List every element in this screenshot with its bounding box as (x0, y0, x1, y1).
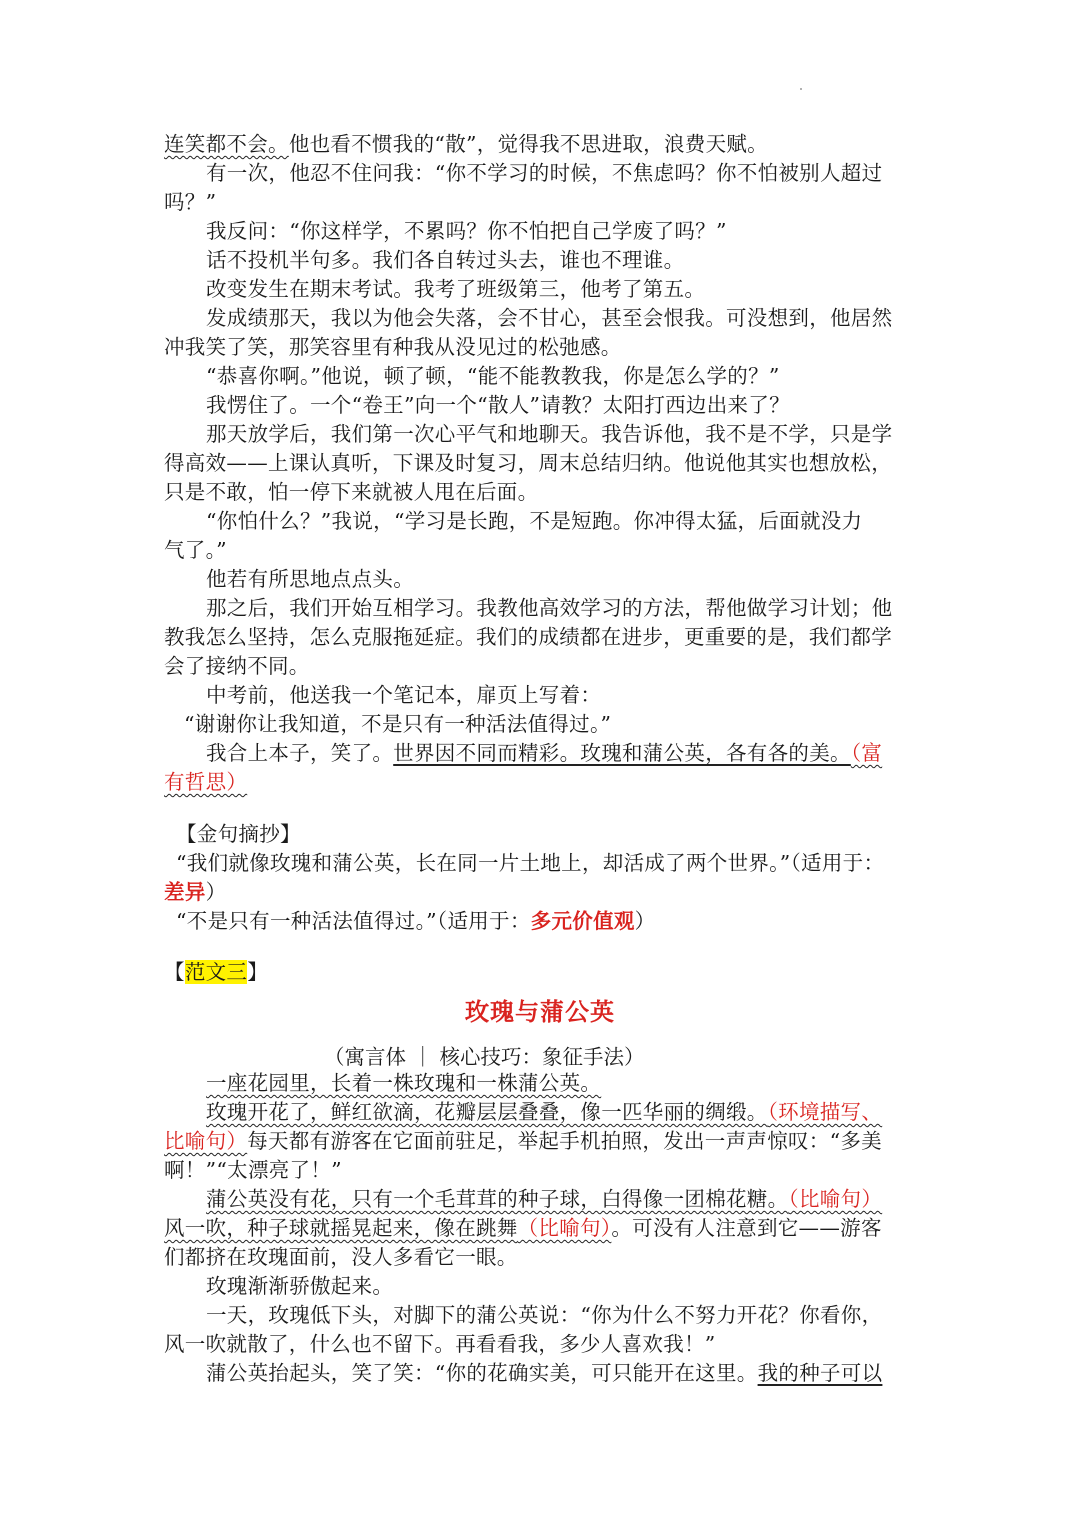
paragraph-line: “恭喜你啊。”他说，顿了顿，“能不能教教我，你是怎么学的？” (206, 364, 780, 388)
paragraph-line: 中考前，他送我一个笔记本，扉页上写着： (206, 683, 602, 707)
paragraph-line: 我反问：“你这样学，不累吗？你不怕把自己学废了吗？” (206, 219, 727, 243)
paragraph-line: 改变发生在期末考试。我考了班级第三，他考了第五。 (206, 277, 706, 301)
paragraph-line: 教我怎么坚持，怎么克服拖延症。我们的成绩都在进步，更重要的是，我们都学 (164, 625, 892, 649)
essay-title: 玫瑰与蒲公英 (465, 997, 615, 1026)
annotated-phrase: 风一吹，种子球就摇晃起来，像在跳舞 (164, 1216, 518, 1240)
paragraph-line: 玫瑰渐渐骄傲起来。 (206, 1274, 394, 1298)
paragraph-line: 蒲公英抬起头，笑了笑：“你的花确实美，可只能开在这里。我的种子可以 (206, 1361, 883, 1385)
paragraph-line (206, 1069, 966, 1097)
annotated-phrase: 蒲公英没有花，只有一个毛茸茸的种子球，白得像一团棉花糖。 (206, 1187, 789, 1211)
annotation-note: （环境描写、 (767, 1100, 883, 1124)
highlighted-label: 范文三 (184, 960, 248, 984)
quote-line: 差异） (164, 880, 227, 904)
paragraph-line: 啊！”“太漂亮了！” (164, 1158, 342, 1182)
paragraph-line: 得高效——上课认真听，下课及时复习，周末总结归纳。他说他其实也想放松， (164, 451, 892, 475)
annotation-note: 比喻句） (164, 1129, 248, 1153)
underlined-phrase: 世界因不同而精彩。玫瑰和蒲公英，各有各的美。 (393, 741, 851, 765)
annotation-note: （富 (850, 741, 883, 765)
annotated-phrase: 玫瑰开花了，鲜红欲滴，花瓣层层叠叠，像一匹华丽的绸缎。 (206, 1100, 768, 1124)
paragraph-line: 连笑都不会。他也看不惯我的“散”，觉得我不思进取，浪费天赋。 (164, 132, 768, 156)
annotation-note: 有哲思） (164, 770, 248, 794)
essay-subtitle: （寓言体 ｜ 核心技巧：象征手法） (324, 1045, 645, 1069)
paragraph-line: 话不投机半句多。我们各自转过头去，谁也不理谁。 (206, 248, 685, 272)
paragraph-line: 那之后，我们开始互相学习。我教他高效学习的方法，帮他做学习计划；他 (206, 596, 893, 620)
section-heading: 【金句摘抄】 (176, 822, 301, 846)
paragraph-line (164, 768, 924, 796)
paragraph-line: “谢谢你让我知道，不是只有一种活法值得过。” (184, 712, 612, 736)
paragraph-line (206, 1098, 966, 1126)
paragraph-line: 我合上本子，笑了。世界因不同而精彩。玫瑰和蒲公英，各有各的美。（富 (206, 741, 883, 765)
paragraph-line (206, 1185, 966, 1213)
paragraph-line: 我愣住了。一个“卷王”向一个“散人”请教？太阳打西边出来了？ (206, 393, 790, 417)
paragraph-line: 气了。” (164, 538, 227, 562)
paragraph-line: 风一吹，种子球就摇晃起来，像在跳舞（比喻句）。可没有人注意到它——游客 (164, 1216, 882, 1240)
quote-tag: 差异 (164, 880, 206, 904)
paragraph-line: 冲我笑了笑，那笑容里有种我从没见过的松弛感。 (164, 335, 622, 359)
annotated-phrase: 一座花园里，长着一株玫瑰和一株蒲公英。 (206, 1071, 602, 1095)
annotation-note: （比喻句） (517, 1216, 612, 1240)
paragraph-line: 他若有所思地点点头。 (206, 567, 414, 591)
paragraph-line: 们都挤在玫瑰面前，没人多看它一眼。 (164, 1245, 518, 1269)
annotated-phrase: 连笑都不会。 (164, 132, 289, 156)
essay-label: 【范文三】 (164, 960, 269, 984)
quote-line: “我们就像玫瑰和蒲公英，长在同一片土地上，却活成了两个世界。”（适用于： (176, 851, 885, 875)
paragraph-line: 只是不敢，怕一停下来就被人甩在后面。 (164, 480, 539, 504)
paragraph-line: 吗？” (164, 190, 217, 214)
paragraph-line: 风一吹就散了，什么也不留下。再看看我，多少人喜欢我！” (164, 1332, 716, 1356)
paragraph-line: 一天，玫瑰低下头，对脚下的蒲公英说：“你为什么不努力开花？你看你， (206, 1303, 883, 1327)
paragraph-line: 会了接纳不同。 (164, 654, 310, 678)
underlined-phrase: 我的种子可以 (757, 1361, 883, 1385)
paragraph-line: 那天放学后，我们第一次心平气和地聊天。我告诉他，我不是不学，只是学 (206, 422, 893, 446)
quote-line: “不是只有一种活法值得过。”（适用于：多元价值观） (176, 909, 656, 933)
scan-dot (800, 88, 802, 90)
paragraph-line: 有一次，他忍不住问我：“你不学习的时候，不焦虑吗？你不怕被别人超过 (206, 161, 883, 185)
paragraph-line: 比喻句）每天都有游客在它面前驻足，举起手机拍照，发出一声声惊叹：“多美 (164, 1129, 882, 1153)
annotation-note: （比喻句） (788, 1187, 883, 1211)
paragraph-line: “你怕什么？”我说，“学习是长跑，不是短跑。你冲得太猛，后面就没力 (206, 509, 863, 533)
paragraph-line: 发成绩那天，我以为他会失落，会不甘心，甚至会恨我。可没想到，他居然 (206, 306, 893, 330)
quote-tag: 多元价值观 (530, 909, 635, 933)
